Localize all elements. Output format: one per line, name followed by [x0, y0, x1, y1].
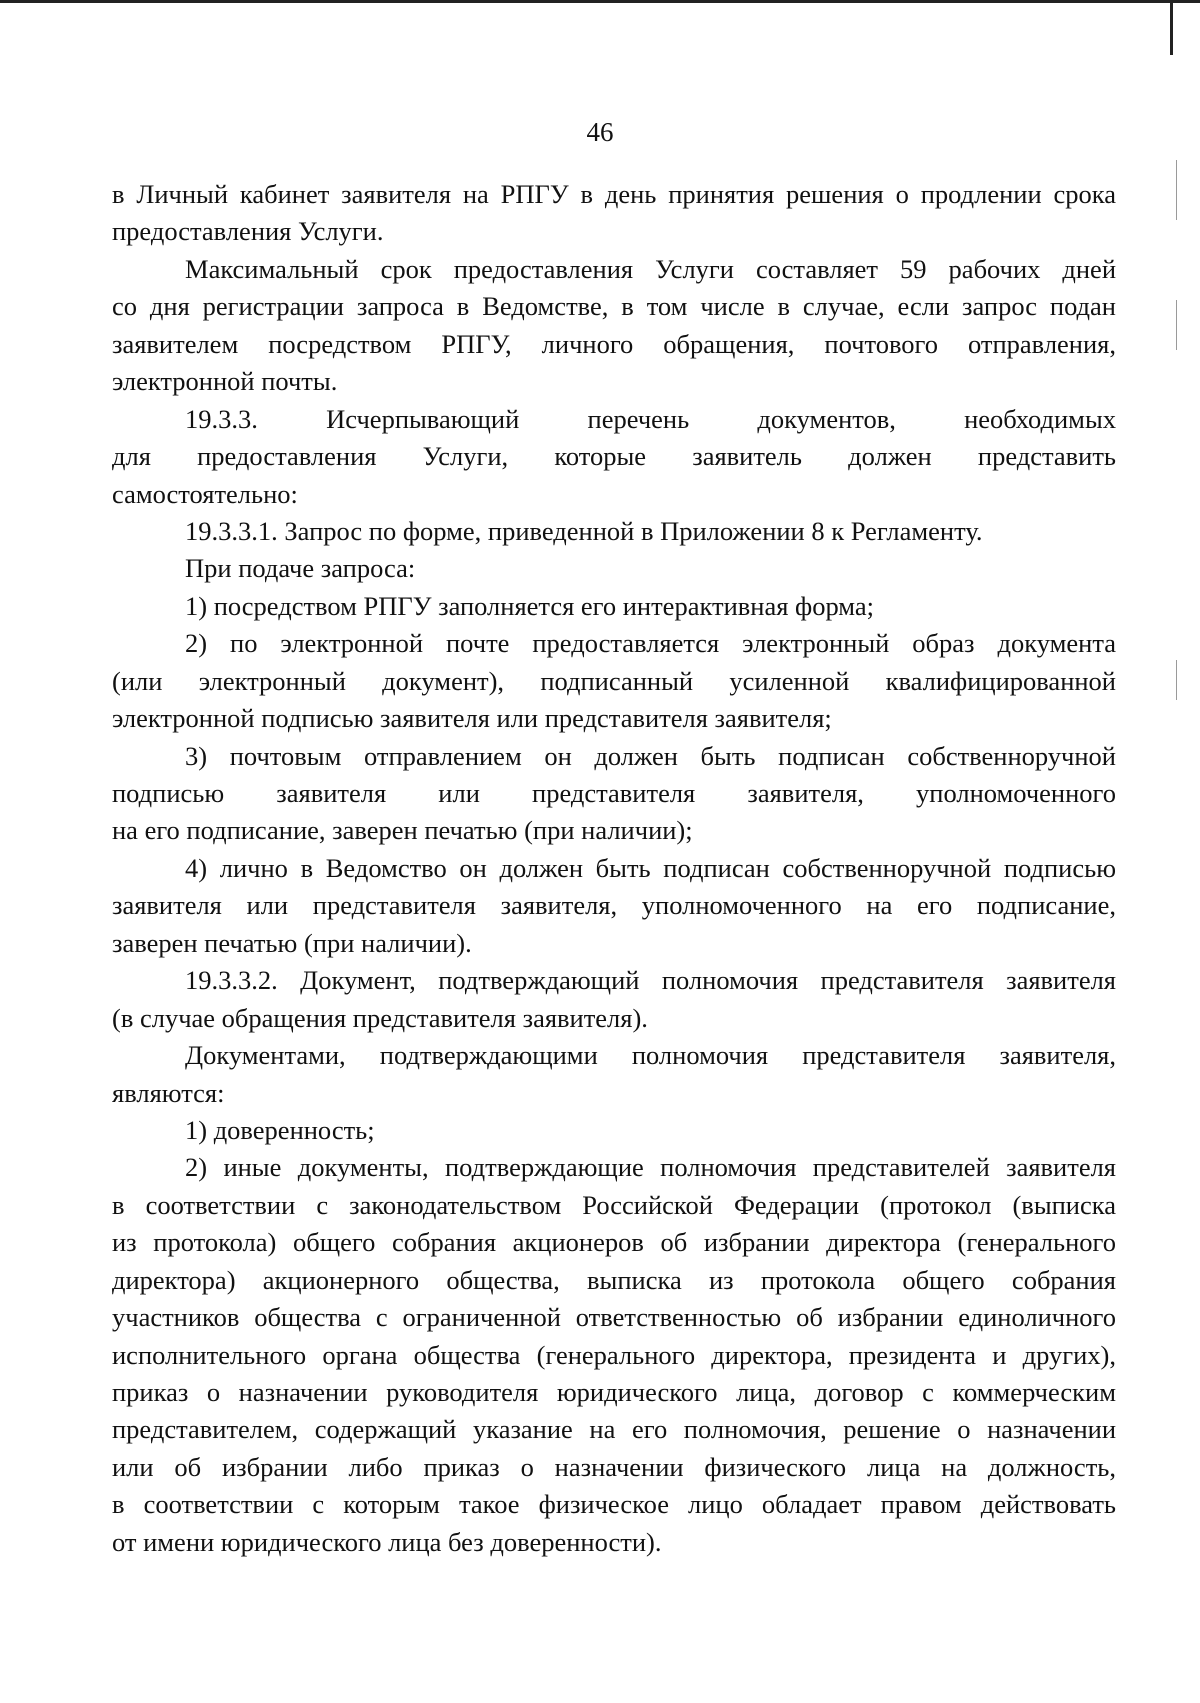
text-line: Документами, подтверждающими полномочия представителя заявителя, [185, 1040, 1116, 1071]
document-body [112, 176, 1116, 1561]
text-line: подписью заявителя или представителя заявителя, уполномоченного [112, 778, 1116, 808]
text-line: 4) лично в Ведомство он должен быть подписан собственноручной подписью [185, 852, 1116, 883]
text-line: заявителя или представителя заявителя, уполномоченного на его подписание, [112, 890, 1116, 921]
text-line: 19.3.3.1. Запрос по форме, приведенной в Приложении 8 к Регламенту. [185, 515, 983, 546]
text-line: При подаче запроса: [185, 553, 416, 584]
text-line: 1) доверенность; [185, 1114, 375, 1145]
text-line: заверен печатью (при наличии). [112, 927, 472, 958]
text-line: являются: [112, 1077, 225, 1108]
text-line: в соответствии с законодательством Российской Федерации (протокол (выписка [112, 1189, 1116, 1220]
text-line: со дня регистрации запроса в Ведомстве, в том числе в случае, если запрос подан [112, 291, 1116, 322]
text-line: директора) акционерного общества, выписка из протокола общего собрания [112, 1264, 1116, 1295]
text-line: 1) посредством РПГУ заполняется его интерактивная форма; [185, 590, 874, 621]
text-line: участников общества с ограниченной ответственностью об избрании единоличного [112, 1302, 1116, 1333]
scan-edge-right [1170, 0, 1173, 55]
text-line: исполнительного органа общества (генерального директора, президента и других), [112, 1339, 1116, 1370]
text-line: на его подписание, заверен печатью (при наличии); [112, 815, 693, 846]
scan-edge-mark [1176, 300, 1177, 350]
text-line: 19.3.3.2. Документ, подтверждающий полномочия представителя заявителя [185, 965, 1116, 996]
text-line: предоставления Услуги. [112, 216, 384, 247]
text-line: заявителем посредством РПГУ, личного обращения, почтового отправления, [112, 328, 1116, 359]
page-number: 46 [586, 117, 614, 147]
text-line: из протокола) общего собрания акционеров об избрании директора (генерального [112, 1227, 1116, 1258]
text-line: приказ о назначении руководителя юридического лица, договор с коммерческим [112, 1377, 1116, 1407]
text-line: (или электронный документ), подписанный усиленной квалифицированной [112, 665, 1116, 696]
text-line: для предоставления Услуги, которые заявитель должен представить [112, 441, 1116, 472]
text-line: 2) по электронной почте предоставляется электронный образ документа [185, 628, 1116, 659]
text-line: Максимальный срок предоставления Услуги составляет 59 рабочих дней [185, 253, 1116, 284]
scan-edge-top [0, 0, 1200, 3]
text-line: электронной подписью заявителя или представителя заявителя; [112, 703, 832, 734]
text-line: в Личный кабинет заявителя на РПГУ в день принятия решения о продлении срока [112, 179, 1116, 209]
text-line: от имени юридического лица без доверенности). [112, 1526, 662, 1557]
scan-edge-mark [1176, 660, 1177, 700]
text-line: 3) почтовым отправлением он должен быть подписан собственноручной [185, 740, 1116, 771]
text-line: 19.3.3. Исчерпывающий перечень документов, необходимых [185, 403, 1116, 434]
scan-edge-mark [1176, 160, 1177, 220]
text-line: самостоятельно: [112, 478, 298, 509]
text-line: (в случае обращения представителя заявителя). [112, 1002, 648, 1033]
text-line: электронной почты. [112, 366, 338, 397]
text-line: в соответствии с которым такое физическое лицо обладает правом действовать [112, 1489, 1116, 1520]
text-line: или об избрании либо приказ о назначении физического лица на должность, [112, 1451, 1116, 1482]
text-line: 2) иные документы, подтверждающие полномочия представителей заявителя [185, 1152, 1116, 1183]
text-line: представителем, содержащий указание на его полномочия, решение о назначении [112, 1414, 1116, 1445]
